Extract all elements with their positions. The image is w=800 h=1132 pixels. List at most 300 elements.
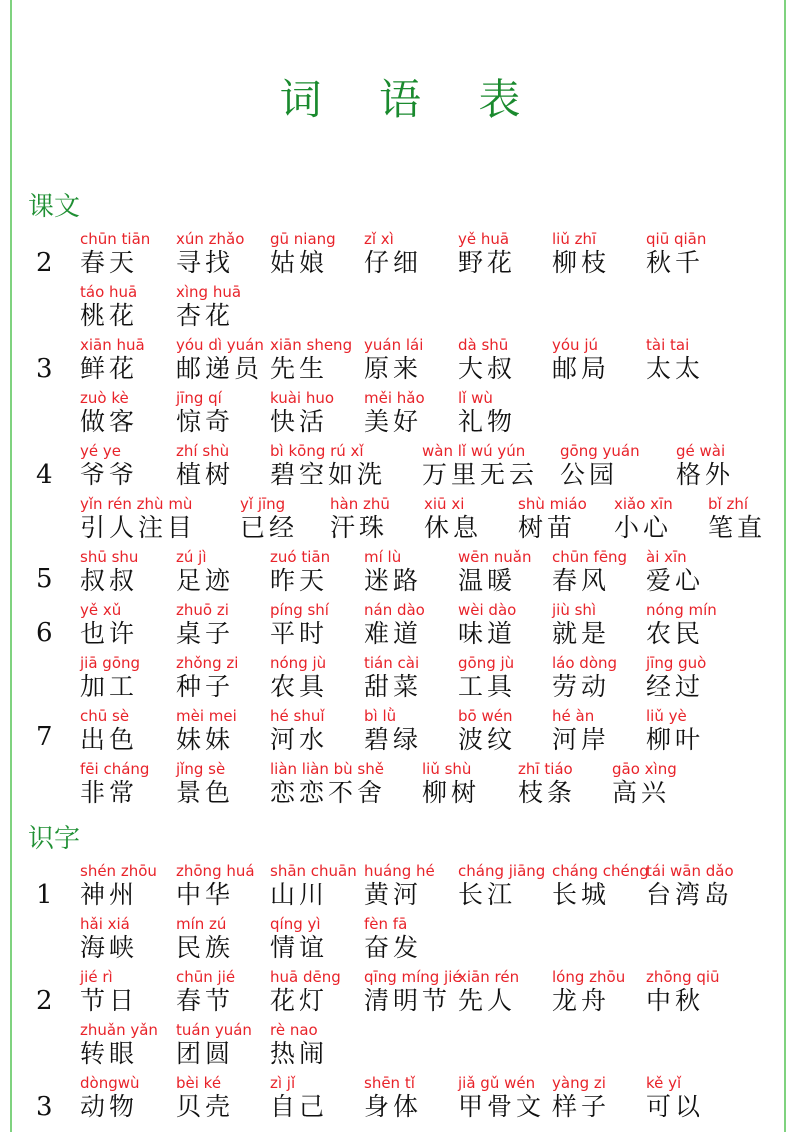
vocab-item (518, 495, 587, 543)
pinyin: bèi ké (176, 1074, 222, 1092)
pinyin: zhí shù (176, 442, 230, 460)
hanzi: 团圆 (176, 1039, 235, 1068)
pinyin: xìng huā (176, 283, 242, 301)
hanzi: 长江 (458, 880, 517, 909)
vocab-item (458, 336, 516, 384)
pinyin: liǔ yè (646, 707, 687, 725)
hanzi: 枝条 (518, 778, 577, 807)
vocab-item (270, 336, 352, 384)
hanzi: 平时 (270, 619, 329, 648)
hanzi: 野花 (458, 248, 517, 277)
vocab-item (176, 915, 234, 963)
hanzi: 甲骨文 (458, 1092, 546, 1121)
lesson-number: 3 (36, 354, 53, 384)
vocab-item (646, 654, 706, 702)
pinyin: zǐ xì (364, 230, 394, 248)
vocab-item (646, 548, 704, 596)
vocab-item (240, 495, 298, 543)
hanzi: 台湾岛 (646, 880, 734, 909)
hanzi: 热闹 (270, 1039, 329, 1068)
hanzi: 桌子 (176, 619, 235, 648)
pinyin: xiān rén (458, 968, 520, 986)
pinyin: nán dào (364, 601, 425, 619)
pinyin: zì jǐ (270, 1074, 296, 1092)
hanzi: 动物 (80, 1092, 139, 1121)
hanzi: 仔细 (364, 248, 423, 277)
vocab-item (458, 654, 516, 702)
vocab-item (552, 862, 649, 910)
hanzi: 劳动 (552, 672, 611, 701)
vocab-item (552, 1074, 610, 1122)
vocab-item (646, 1074, 704, 1122)
vocab-item (646, 968, 720, 1016)
vocab-item (176, 230, 244, 278)
pinyin: shēn tǐ (364, 1074, 415, 1092)
vocab-item (80, 336, 145, 384)
vocab-item (80, 707, 138, 755)
vocab-item (176, 601, 234, 649)
pinyin: chūn tiān (80, 230, 151, 248)
hanzi: 寻找 (176, 248, 235, 277)
vocab-item (364, 336, 423, 384)
vocab-item (552, 601, 610, 649)
hanzi: 姑娘 (270, 248, 329, 277)
pinyin: zhǒng zi (176, 654, 239, 672)
vocab-item (646, 230, 706, 278)
hanzi: 恋恋不舍 (270, 778, 387, 807)
hanzi: 叔叔 (80, 566, 139, 595)
pinyin: huā dēng (270, 968, 341, 986)
hanzi: 味道 (458, 619, 517, 648)
pinyin: gé wài (676, 442, 726, 460)
vocab-item (80, 1021, 158, 1069)
vocab-item (458, 548, 531, 596)
lesson-number: 4 (36, 460, 53, 490)
hanzi: 经过 (646, 672, 705, 701)
pinyin: gū niang (270, 230, 336, 248)
vocab-item (364, 707, 422, 755)
lesson-number: 5 (36, 564, 53, 594)
hanzi: 中华 (176, 880, 235, 909)
pinyin: tái wān dǎo (646, 862, 734, 880)
pinyin: fēi cháng (80, 760, 150, 778)
hanzi: 节日 (80, 986, 139, 1015)
hanzi: 贝壳 (176, 1092, 235, 1121)
vocab-item (80, 548, 138, 596)
pinyin: mí lù (364, 548, 402, 566)
page-title: 词 语 表 (279, 75, 543, 124)
vocab-item (458, 707, 516, 755)
hanzi: 景色 (176, 778, 235, 807)
vocab-item (364, 968, 462, 1016)
pinyin: lóng zhōu (552, 968, 626, 986)
vocab-item (424, 495, 482, 543)
hanzi: 加工 (80, 672, 139, 701)
hanzi: 情谊 (270, 933, 329, 962)
pinyin: bō wén (458, 707, 513, 725)
pinyin: liǔ zhī (552, 230, 597, 248)
pinyin: xiān huā (80, 336, 145, 354)
hanzi: 快活 (270, 407, 329, 436)
hanzi: 种子 (176, 672, 235, 701)
hanzi: 邮递员 (176, 354, 264, 383)
vocab-item (552, 654, 617, 702)
hanzi: 邮局 (552, 354, 611, 383)
pinyin: chū sè (80, 707, 130, 725)
vocab-item (422, 442, 538, 490)
pinyin: gāo xìng (612, 760, 677, 778)
vocab-item (176, 1021, 252, 1069)
vocab-item (646, 601, 717, 649)
pinyin: chūn jié (176, 968, 236, 986)
pinyin: wèi dào (458, 601, 517, 619)
hanzi: 格外 (676, 460, 735, 489)
hanzi: 秋千 (646, 248, 705, 277)
pinyin: zhī tiáo (518, 760, 573, 778)
vocab-item (176, 707, 237, 755)
vocab-item (176, 283, 241, 331)
pinyin: nóng jù (270, 654, 327, 672)
pinyin: hé shuǐ (270, 707, 325, 725)
hanzi: 龙舟 (552, 986, 611, 1015)
vocab-item (646, 336, 704, 384)
vocab-item (270, 601, 329, 649)
hanzi: 碧空如洗 (270, 460, 387, 489)
hanzi: 笔直 (708, 513, 767, 542)
pinyin: yé ye (80, 442, 121, 460)
hanzi: 迷路 (364, 566, 423, 595)
hanzi: 树苗 (518, 513, 577, 542)
pinyin: chūn fēng (552, 548, 628, 566)
hanzi: 河岸 (552, 725, 611, 754)
pinyin: liǔ shù (422, 760, 472, 778)
vocab-item (270, 862, 357, 910)
hanzi: 柳叶 (646, 725, 705, 754)
pinyin: zuó tiān (270, 548, 331, 566)
pinyin: mèi mei (176, 707, 237, 725)
pinyin: yóu dì yuán (176, 336, 264, 354)
hanzi: 小心 (614, 513, 673, 542)
vocab-item (176, 336, 264, 384)
hanzi: 出色 (80, 725, 139, 754)
pinyin: kě yǐ (646, 1074, 682, 1092)
pinyin: píng shí (270, 601, 329, 619)
vocab-item (552, 968, 625, 1016)
pinyin: qīng míng jié (364, 968, 462, 986)
lesson-number: 6 (36, 618, 53, 648)
hanzi: 难道 (364, 619, 423, 648)
pinyin: xún zhǎo (176, 230, 245, 248)
pinyin: rè nao (270, 1021, 318, 1039)
hanzi: 河水 (270, 725, 329, 754)
vocab-item (270, 442, 386, 490)
hanzi: 民族 (176, 933, 235, 962)
vocab-item (80, 1074, 140, 1122)
vocab-item (270, 1074, 328, 1122)
vocab-item (80, 389, 138, 437)
lesson-number: 2 (36, 248, 53, 278)
lesson-number: 1 (36, 880, 53, 910)
pinyin: cháng chéng (552, 862, 649, 880)
hanzi: 农民 (646, 619, 705, 648)
vocab-item (518, 760, 576, 808)
lesson-number: 2 (36, 986, 53, 1016)
vocab-item (176, 862, 255, 910)
vocab-item (80, 760, 149, 808)
vocab-item (270, 707, 328, 755)
vocab-item (458, 968, 519, 1016)
hanzi: 神州 (80, 880, 139, 909)
hanzi: 非常 (80, 778, 139, 807)
pinyin: hé àn (552, 707, 595, 725)
pinyin: yǐn rén zhù mù (80, 495, 193, 513)
pinyin: zhōng huá (176, 862, 255, 880)
vocab-item (646, 707, 704, 755)
pinyin: shén zhōu (80, 862, 157, 880)
vocab-item (612, 760, 677, 808)
vocab-item (80, 442, 138, 490)
pinyin: jiā gōng (80, 654, 141, 672)
vocab-item (364, 862, 435, 910)
hanzi: 爷爷 (80, 460, 139, 489)
vocab-item (176, 389, 234, 437)
hanzi: 中秋 (646, 986, 705, 1015)
vocab-item (80, 283, 138, 331)
hanzi: 爱心 (646, 566, 705, 595)
pinyin: xiū xi (424, 495, 465, 513)
vocab-item (176, 968, 235, 1016)
vocab-item (458, 601, 516, 649)
hanzi: 波纹 (458, 725, 517, 754)
vocab-item (80, 862, 157, 910)
vocab-item (80, 230, 150, 278)
hanzi: 引人注目 (80, 513, 197, 542)
hanzi: 高兴 (612, 778, 671, 807)
hanzi: 转眼 (80, 1039, 139, 1068)
hanzi: 太太 (646, 354, 705, 383)
pinyin: jǐng sè (176, 760, 226, 778)
hanzi: 也许 (80, 619, 139, 648)
vocab-item (330, 495, 390, 543)
pinyin: shū shu (80, 548, 139, 566)
pinyin: jīng guò (646, 654, 707, 672)
pinyin: yǐ jīng (240, 495, 286, 513)
section-heading: 识字 (28, 824, 81, 854)
pinyin: fèn fā (364, 915, 408, 933)
hanzi: 妹妹 (176, 725, 235, 754)
hanzi: 休息 (424, 513, 483, 542)
hanzi: 甜菜 (364, 672, 423, 701)
hanzi: 工具 (458, 672, 517, 701)
hanzi: 农具 (270, 672, 329, 701)
vocab-item (270, 654, 328, 702)
vocab-item (364, 915, 422, 963)
vocab-item (552, 230, 610, 278)
pinyin: bǐ zhí (708, 495, 749, 513)
pinyin: wàn lǐ wú yún (422, 442, 526, 460)
hanzi: 清明节 (364, 986, 452, 1015)
pinyin: shān chuān (270, 862, 357, 880)
pinyin: yě xǔ (80, 601, 122, 619)
vocab-item (364, 230, 422, 278)
hanzi: 足迹 (176, 566, 235, 595)
vocab-item (708, 495, 766, 543)
hanzi: 做客 (80, 407, 139, 436)
pinyin: yàng zi (552, 1074, 606, 1092)
lesson-number: 7 (36, 722, 53, 752)
pinyin: tián cài (364, 654, 420, 672)
pinyin: tuán yuán (176, 1021, 252, 1039)
pinyin: kuài huo (270, 389, 335, 407)
pinyin: yě huā (458, 230, 510, 248)
pinyin: tài tai (646, 336, 690, 354)
pinyin: liàn liàn bù shě (270, 760, 384, 778)
vocab-item (80, 915, 138, 963)
pinyin: bì kōng rú xǐ (270, 442, 364, 460)
vocab-item (422, 760, 480, 808)
vocab-item (458, 389, 516, 437)
pinyin: huáng hé (364, 862, 435, 880)
vocab-item (552, 707, 610, 755)
hanzi: 已经 (240, 513, 299, 542)
vocab-item (270, 1021, 328, 1069)
vocab-item (364, 1074, 422, 1122)
section-heading: 课文 (28, 192, 81, 222)
vocab-item (176, 548, 234, 596)
vocab-item (80, 654, 140, 702)
vocab-item (270, 230, 336, 278)
hanzi: 万里无云 (422, 460, 539, 489)
hanzi: 碧绿 (364, 725, 423, 754)
hanzi: 植树 (176, 460, 235, 489)
pinyin: bì lǜ (364, 707, 397, 725)
vocab-item (364, 389, 425, 437)
vocab-item (458, 230, 516, 278)
vocab-item (458, 862, 545, 910)
vocab-item (270, 968, 341, 1016)
hanzi: 公园 (560, 460, 619, 489)
hanzi: 惊奇 (176, 407, 235, 436)
vocab-item (80, 601, 138, 649)
pinyin: yóu jú (552, 336, 599, 354)
pinyin: gōng jù (458, 654, 515, 672)
vocab-item (614, 495, 673, 543)
pinyin: ài xīn (646, 548, 687, 566)
hanzi: 柳树 (422, 778, 481, 807)
hanzi: 可以 (646, 1092, 705, 1121)
hanzi: 温暖 (458, 566, 517, 595)
vocab-item (458, 1074, 545, 1122)
vocab-item (364, 548, 422, 596)
hanzi: 春风 (552, 566, 611, 595)
pinyin: mín zú (176, 915, 227, 933)
hanzi: 花灯 (270, 986, 329, 1015)
hanzi: 样子 (552, 1092, 611, 1121)
pinyin: zhuō zi (176, 601, 229, 619)
vocab-item (560, 442, 640, 490)
pinyin: gōng yuán (560, 442, 640, 460)
hanzi: 黄河 (364, 880, 423, 909)
vocab-item (80, 968, 138, 1016)
hanzi: 长城 (552, 880, 611, 909)
hanzi: 山川 (270, 880, 329, 909)
vocab-item (676, 442, 734, 490)
hanzi: 汗珠 (330, 513, 389, 542)
hanzi: 身体 (364, 1092, 423, 1121)
hanzi: 礼物 (458, 407, 517, 436)
pinyin: hǎi xiá (80, 915, 130, 933)
pinyin: xiān sheng (270, 336, 353, 354)
pinyin: wēn nuǎn (458, 548, 532, 566)
pinyin: qiū qiān (646, 230, 707, 248)
pinyin: zú jì (176, 548, 207, 566)
hanzi: 大叔 (458, 354, 517, 383)
hanzi: 先生 (270, 354, 329, 383)
pinyin: xiǎo xīn (614, 495, 673, 513)
pinyin: cháng jiāng (458, 862, 546, 880)
pinyin: yuán lái (364, 336, 424, 354)
lesson-number: 3 (36, 1092, 53, 1122)
hanzi: 鲜花 (80, 354, 139, 383)
hanzi: 先人 (458, 986, 517, 1015)
pinyin: dòngwù (80, 1074, 140, 1092)
vocab-item (552, 548, 627, 596)
pinyin: měi hǎo (364, 389, 425, 407)
vocab-item (270, 915, 328, 963)
hanzi: 奋发 (364, 933, 423, 962)
hanzi: 原来 (364, 354, 423, 383)
hanzi: 柳枝 (552, 248, 611, 277)
pinyin: zhōng qiū (646, 968, 720, 986)
hanzi: 桃花 (80, 301, 139, 330)
pinyin: jīng qí (176, 389, 222, 407)
pinyin: hàn zhū (330, 495, 390, 513)
vocab-item (270, 760, 386, 808)
pinyin: láo dòng (552, 654, 618, 672)
hanzi: 昨天 (270, 566, 329, 595)
vocab-item (646, 862, 734, 910)
hanzi: 就是 (552, 619, 611, 648)
pinyin: nóng mín (646, 601, 717, 619)
vocab-item (270, 548, 330, 596)
vocab-item (364, 654, 422, 702)
vocab-item (552, 336, 610, 384)
pinyin: lǐ wù (458, 389, 493, 407)
pinyin: táo huā (80, 283, 138, 301)
vocab-item (80, 495, 196, 543)
pinyin: qíng yì (270, 915, 321, 933)
pinyin: jiǎ gǔ wén (458, 1074, 536, 1092)
hanzi: 海峡 (80, 933, 139, 962)
pinyin: zhuǎn yǎn (80, 1021, 158, 1039)
hanzi: 自己 (270, 1092, 329, 1121)
vocab-item (176, 654, 238, 702)
pinyin: jié rì (80, 968, 113, 986)
pinyin: dà shū (458, 336, 509, 354)
vocab-item (176, 1074, 234, 1122)
hanzi: 杏花 (176, 301, 235, 330)
pinyin: jiù shì (552, 601, 597, 619)
vocab-item (364, 601, 425, 649)
hanzi: 春天 (80, 248, 139, 277)
hanzi: 美好 (364, 407, 423, 436)
vocab-item (176, 760, 234, 808)
vocab-item (176, 442, 234, 490)
vocab-item (270, 389, 334, 437)
pinyin: shù miáo (518, 495, 587, 513)
pinyin: zuò kè (80, 389, 129, 407)
hanzi: 春节 (176, 986, 235, 1015)
